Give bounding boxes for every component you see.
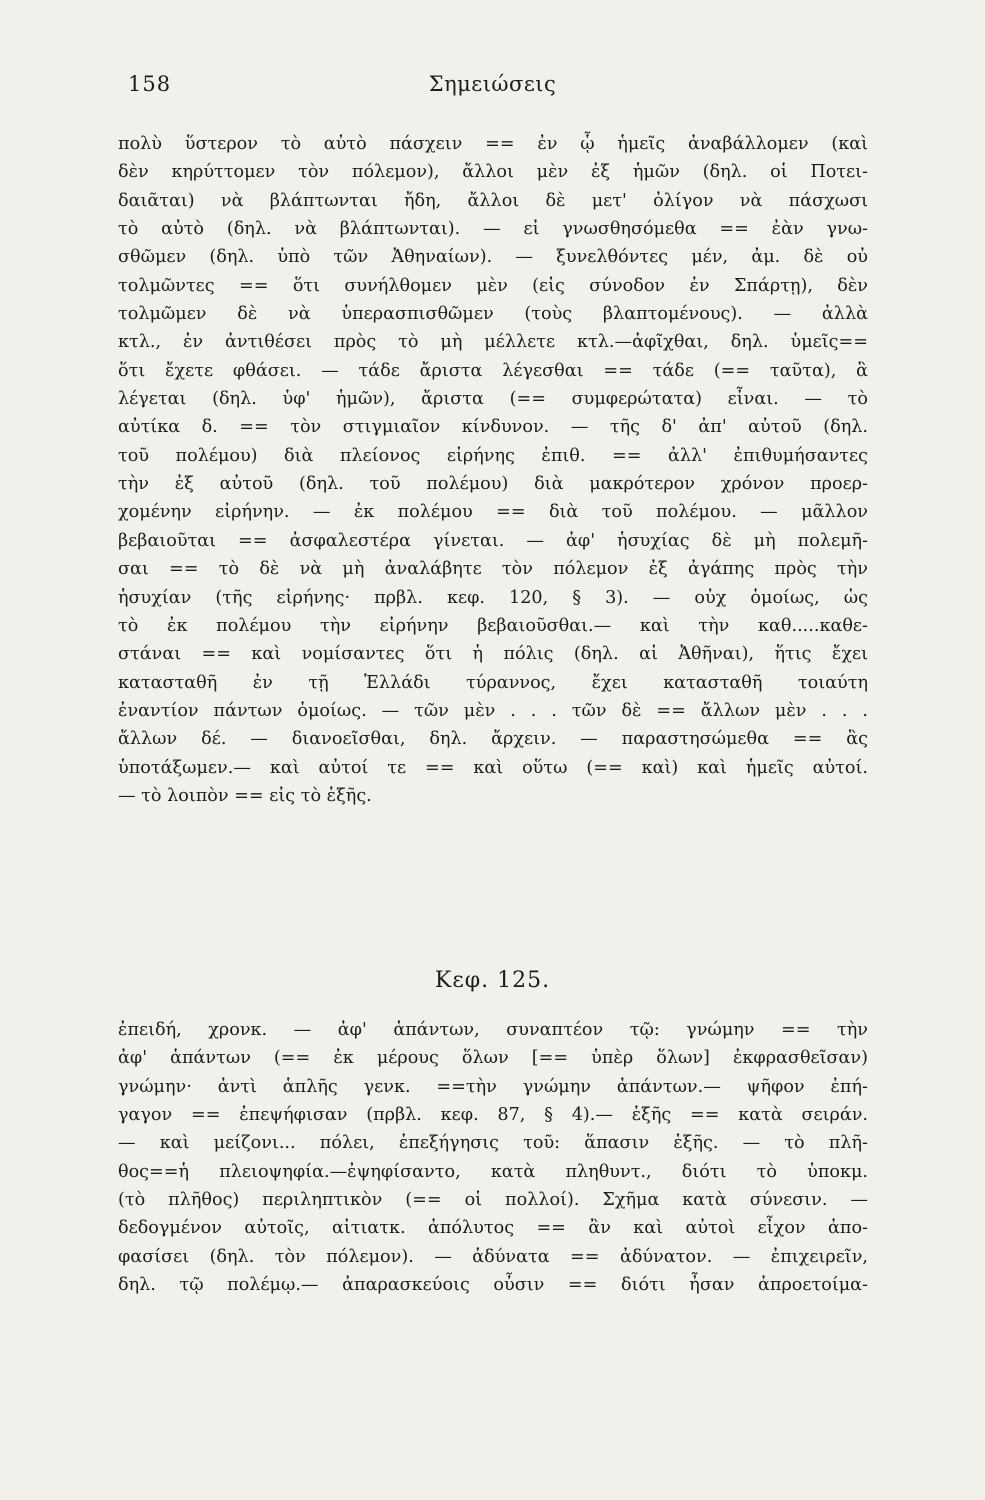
page-header [0,72,985,104]
text-line: τὸ αὐτὸ (δηλ. νὰ βλάπτωνται). — εἰ γνωσθησόμεθα == ἐὰν γνω- [118,219,868,240]
text-line: ὅτι ἔχετε φθάσει. — τάδε ἄριστα λέγεσθαι == τάδε (== ταῦτα), ἃ [118,360,868,381]
text-line: — τὸ λοιπὸν == εἰς τὸ ἑξῆς. [118,785,372,806]
text-line: κτλ., ἐν ἀντιθέσει πρὸς τὸ μὴ μέλλετε κτλ.—ἀφῖχθαι, δηλ. ὑμεῖς== [118,332,868,353]
text-line: βεβαιοῦται == ἀσφαλεστέρα γίνεται. — ἀφ' ἡσυχίας δὲ μὴ πολεμῆ- [118,530,868,551]
text-line: αὐτίκα δ. == τὸν στιγμιαῖον κίνδυνον. — τῆς δ' ἀπ' αὐτοῦ (δηλ. [118,417,868,438]
text-line: λέγεται (δηλ. ὑφ' ἡμῶν), ἄριστα (== συμφερώτατα) εἶναι. — τὸ [118,389,868,410]
text-line: χομένην εἰρήνην. — ἐκ πολέμου == διὰ τοῦ πολέμου. — μᾶλλον [118,502,868,523]
text-line: στάναι == καὶ νομίσαντες ὅτι ἡ πόλις (δηλ. αἱ Ἀθῆναι), ἥτις ἔχει [118,644,868,665]
text-line: τὴν ἐξ αὐτοῦ (δηλ. τοῦ πολέμου) διὰ μακρότερον χρόνον προερ- [118,474,868,495]
text-line: ὑποτάξωμεν.— καὶ αὐτοί τε == καὶ οὕτω (== καὶ) καὶ ἡμεῖς αὐτοί. [118,757,868,778]
text-line: δεδογμένον αὐτοῖς, αἰτιατκ. ἀπόλυτος == ἂν καὶ αὐτοὶ εἶχον ἀπο- [118,1218,868,1239]
text-line: δηλ. τῷ πολέμῳ.— ἀπαρασκεύοις οὖσιν == διότι ἦσαν ἀπροετοίμα- [118,1275,868,1296]
notes-paragraph-chapter-124 [118,130,868,810]
running-title: Σημειώσεις [428,72,557,96]
text-line: τοῦ πολέμου) διὰ πλείονος εἰρήνης ἐπιθ. == ἀλλ' ἐπιθυμήσαντες [118,445,868,466]
text-line: γαγον == ἐπεψήφισαν (πρβλ. κεφ. 87, § 4).— ἑξῆς == κατὰ σειράν. [118,1105,868,1126]
text-line: πολὺ ὕστερον τὸ αὐτὸ πάσχειν == ἐν ᾧ ἡμεῖς ἀναβάλλομεν (καὶ [118,134,868,154]
text-line: θος==ἡ πλειοψηφία.—ἐψηφίσαντο, κατὰ πληθυντ., διότι τὸ ὑποκμ. [118,1161,868,1182]
text-line: φασίσει (δηλ. τὸν πόλεμον). — ἀδύνατα == ἀδύνατον. — ἐπιχειρεῖν, [118,1246,868,1267]
text-line: δὲν κηρύττομεν τὸν πόλεμον), ἄλλοι μὲν ἐξ ἡμῶν (δηλ. οἱ Ποτει- [118,162,868,183]
page-number: 158 [128,72,172,96]
text-line: ἡσυχίαν (τῆς εἰρήνης· πρβλ. κεφ. 120, § 3). — οὐχ ὁμοίως, ὡς [118,587,868,608]
text-line: (τὸ πλῆθος) περιληπτικὸν (== οἱ πολλοί). Σχῆμα κατὰ σύνεσιν. — [118,1190,868,1211]
text-line: τολμῶμεν δὲ νὰ ὑπερασπισθῶμεν (τοὺς βλαπτομένους). — ἀλλὰ [118,304,868,325]
text-line: σαι == τὸ δὲ νὰ μὴ ἀναλάβητε τὸν πόλεμον ἐξ ἀγάπης πρὸς τὴν [118,559,868,580]
notes-paragraph-chapter-125 [118,1016,868,1299]
text-line: τὸ ἐκ πολέμου τὴν εἰρήνην βεβαιοῦσθαι.— καὶ τὴν καθ.....καθε- [118,615,868,636]
text-line: σθῶμεν (δηλ. ὑπὸ τῶν Ἀθηναίων). — ξυνελθόντες μέν, ἀμ. δὲ οὐ [118,247,868,268]
text-line: — καὶ μείζονι... πόλει, ἐπεξήγησις τοῦ: ἅπασιν ἑξῆς. — τὸ πλῆ- [118,1133,868,1154]
text-line: δαιᾶται) νὰ βλάπτωνται ἤδη, ἄλλοι δὲ μετ' ὀλίγον νὰ πάσχωσι [118,190,868,211]
chapter-heading: Κεφ. 125. [434,968,551,993]
text-line: ἀφ' ἁπάντων (== ἐκ μέρους ὅλων [== ὑπὲρ ὅλων] ἐκφρασθεῖσαν) [118,1048,868,1069]
text-line: κατασταθῆ ἐν τῇ Ἑλλάδι τύραννος, ἔχει κατασταθῆ τοιαύτη [118,672,868,693]
text-line: ἄλλων δέ. — διανοεῖσθαι, δηλ. ἄρχειν. — παραστησώμεθα == ἂς [118,729,868,750]
text-line: τολμῶντες == ὅτι συνήλθομεν μὲν (εἰς σύνοδον ἐν Σπάρτῃ), δὲν [118,275,868,296]
text-line: ἐναντίον πάντων ὁμοίως. — τῶν μὲν . . . τῶν δὲ == ἄλλων μὲν . . . [118,700,868,721]
text-line: ἐπειδή, χρονκ. — ἀφ' ἁπάντων, συναπτέον τῷ: γνώμην == τὴν [118,1020,868,1040]
text-line: γνώμην· ἀντὶ ἁπλῆς γενκ. ==τὴν γνώμην ἁπάντων.— ψῆφον ἐπή- [118,1076,868,1097]
